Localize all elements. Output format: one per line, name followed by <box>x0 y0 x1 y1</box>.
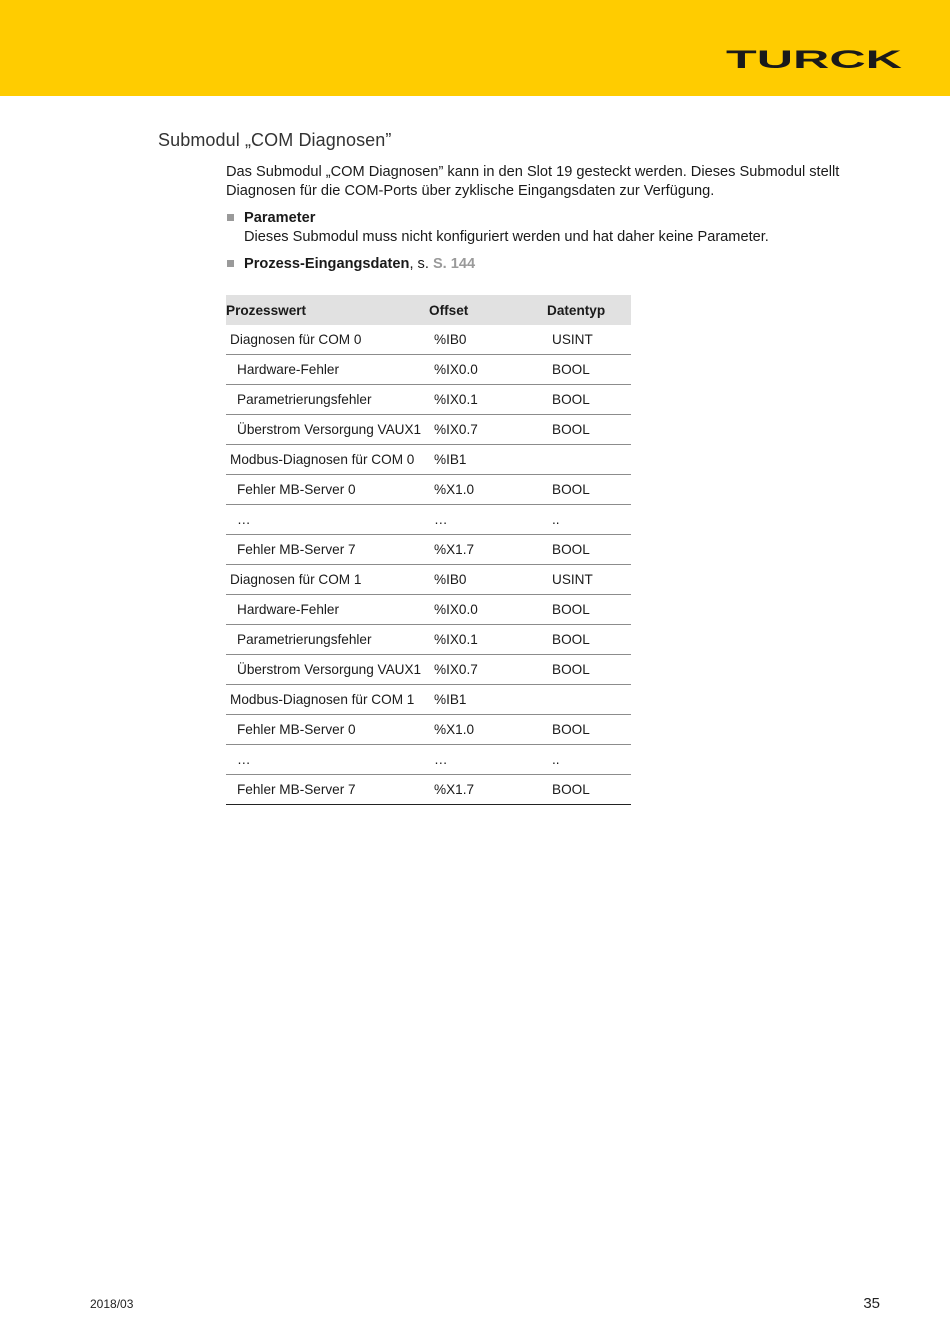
turck-logo <box>726 49 902 70</box>
cell-prozesswert: Parametrierungsfehler <box>226 625 429 655</box>
cell-offset: %IX0.0 <box>429 355 547 385</box>
table-row <box>226 595 631 625</box>
cell-datentyp: .. <box>547 745 631 775</box>
cell-prozesswert: Überstrom Versorgung VAUX1 <box>226 415 429 445</box>
cell-prozesswert: Überstrom Versorgung VAUX1 <box>226 655 429 685</box>
page-number: 35 <box>863 1295 880 1312</box>
bullet-title: Parameter <box>244 210 316 226</box>
cell-prozesswert: Fehler MB-Server 0 <box>226 715 429 745</box>
svg-text:TURCK: TURCK <box>726 49 902 70</box>
cell-prozesswert: Parametrierungsfehler <box>226 385 429 415</box>
table-row <box>226 715 631 745</box>
cell-datentyp: BOOL <box>547 775 631 805</box>
bullet-text: Dieses Submodul muss nicht konfiguriert werden und hat daher keine Parameter. <box>244 229 769 245</box>
table-row <box>226 655 631 685</box>
cell-offset: %IB1 <box>429 685 547 715</box>
cell-offset: %IX0.7 <box>429 655 547 685</box>
table-row <box>226 415 631 445</box>
table-row <box>226 565 631 595</box>
table-row <box>226 385 631 415</box>
cell-prozesswert: Modbus-Diagnosen für COM 0 <box>226 445 429 475</box>
cell-datentyp: BOOL <box>547 385 631 415</box>
cell-datentyp: .. <box>547 505 631 535</box>
table-row <box>226 505 631 535</box>
cell-datentyp: BOOL <box>547 655 631 685</box>
table-row <box>226 475 631 505</box>
body-content <box>226 163 882 282</box>
table-header-row <box>226 295 631 325</box>
cell-offset: %X1.0 <box>429 715 547 745</box>
turck-logo-graphic <box>726 49 902 70</box>
process-data-table <box>226 295 631 805</box>
cell-offset: %IB0 <box>429 325 547 355</box>
cell-prozesswert: Fehler MB-Server 7 <box>226 775 429 805</box>
cell-prozesswert: Hardware-Fehler <box>226 355 429 385</box>
table-row <box>226 355 631 385</box>
cell-datentyp <box>547 685 631 715</box>
cell-offset: %IX0.1 <box>429 625 547 655</box>
cell-prozesswert: Modbus-Diagnosen für COM 1 <box>226 685 429 715</box>
table-row <box>226 745 631 775</box>
header-band <box>0 0 950 96</box>
cell-datentyp <box>547 445 631 475</box>
bullet-suffix: , s. <box>409 256 433 272</box>
table-row <box>226 685 631 715</box>
square-bullet-icon <box>227 260 234 267</box>
column-header-offset: Offset <box>429 295 547 325</box>
table-row <box>226 325 631 355</box>
table-row <box>226 535 631 565</box>
cell-datentyp: USINT <box>547 565 631 595</box>
cell-datentyp: BOOL <box>547 715 631 745</box>
bullet-title: Prozess-Eingangsdaten <box>244 256 410 272</box>
square-bullet-icon <box>227 214 234 221</box>
cell-datentyp: BOOL <box>547 625 631 655</box>
cell-offset: … <box>429 745 547 775</box>
cell-offset: … <box>429 505 547 535</box>
cell-datentyp: BOOL <box>547 535 631 565</box>
cell-offset: %IB1 <box>429 445 547 475</box>
cell-offset: %IX0.1 <box>429 385 547 415</box>
bullet-process-input <box>226 255 882 274</box>
table-row <box>226 625 631 655</box>
cell-offset: %X1.0 <box>429 475 547 505</box>
cell-datentyp: BOOL <box>547 475 631 505</box>
page-reference-link[interactable]: S. 144 <box>432 256 476 272</box>
cell-datentyp: BOOL <box>547 355 631 385</box>
intro-paragraph: Das Submodul „COM Diagnosen” kann in den Slot 19 gesteckt werden. Dieses Submodul stellt Diagnosen für die COM-Ports über zyklische Eingangsdaten zur Verfügung. <box>226 164 840 199</box>
footer-date: 2018/03 <box>90 1297 134 1311</box>
cell-prozesswert: Diagnosen für COM 1 <box>226 565 429 595</box>
cell-prozesswert: Fehler MB-Server 0 <box>226 475 429 505</box>
cell-prozesswert: Fehler MB-Server 7 <box>226 535 429 565</box>
cell-offset: %IB0 <box>429 565 547 595</box>
cell-offset: %X1.7 <box>429 775 547 805</box>
cell-offset: %IX0.7 <box>429 415 547 445</box>
cell-offset: %IX0.0 <box>429 595 547 625</box>
cell-datentyp: BOOL <box>547 595 631 625</box>
bullet-parameter <box>226 209 882 247</box>
table-row <box>226 775 631 805</box>
cell-prozesswert: Hardware-Fehler <box>226 595 429 625</box>
column-header-prozesswert: Prozesswert <box>226 295 429 325</box>
table-row <box>226 445 631 475</box>
column-header-datentyp: Datentyp <box>547 295 631 325</box>
cell-prozesswert: … <box>226 505 429 535</box>
cell-datentyp: USINT <box>547 325 631 355</box>
cell-datentyp: BOOL <box>547 415 631 445</box>
cell-offset: %X1.7 <box>429 535 547 565</box>
cell-prozesswert: … <box>226 745 429 775</box>
section-title: Submodul „COM Diagnosen” <box>158 130 392 150</box>
process-data-table-wrapper <box>226 295 631 805</box>
cell-prozesswert: Diagnosen für COM 0 <box>226 325 429 355</box>
